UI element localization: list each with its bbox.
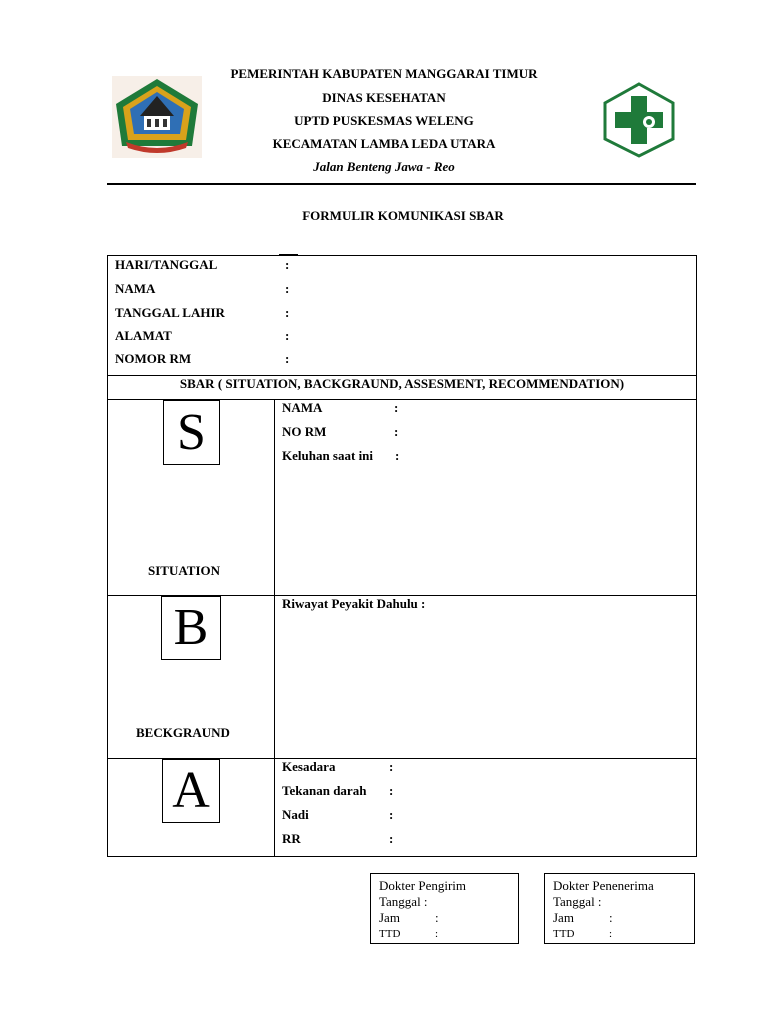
receiver-sign-row (553, 926, 686, 942)
receiver-sign-label: TTD (553, 928, 575, 940)
sender-sign-label: TTD (379, 928, 401, 940)
sender-doctor-box (370, 873, 519, 944)
header-puskesmas: UPTD PUSKESMAS WELENG (294, 113, 474, 128)
sender-time-label: Jam (379, 910, 400, 925)
header-address: Jalan Benteng Jawa - Reo (313, 159, 455, 174)
sbar-heading: SBAR ( SITUATION, BACKGRAUND, ASSESMENT, RECOMMENDATION) (179, 376, 625, 391)
situation-letter: S (163, 400, 220, 465)
assessment-right-cell (274, 758, 697, 857)
receiver-time-sep: : (609, 910, 613, 925)
tanggal-lahir-sep: : (285, 305, 290, 320)
tekanan-darah-label: Tekanan darah (282, 783, 367, 798)
s-no-rm-sep: : (394, 424, 399, 439)
s-keluhan-label: Keluhan saat ini (282, 448, 374, 463)
rr-sep: : (389, 831, 394, 846)
sender-date: Tanggal : (379, 894, 428, 909)
nadi-sep: : (389, 807, 394, 822)
s-nama-sep: : (394, 400, 399, 415)
alamat-sep: : (285, 328, 290, 343)
header-department: DINAS KESEHATAN (322, 90, 446, 105)
patient-info-accent (279, 254, 298, 256)
kesadaran-sep: : (389, 759, 394, 774)
receiver-sign-sep: : (609, 928, 613, 940)
alamat-label: ALAMAT (115, 328, 172, 343)
sender-title: Dokter Pengirim (379, 878, 467, 893)
nomor-rm-label: NOMOR RM (115, 351, 192, 366)
header-district: KECAMATAN LAMBA LEDA UTARA (272, 136, 496, 151)
background-caption: BECKGRAUND (136, 725, 230, 740)
receiver-date: Tanggal : (553, 894, 602, 909)
header-government: PEMERINTAH KABUPATEN MANGGARAI TIMUR (230, 66, 538, 81)
tanggal-lahir-label: TANGGAL LAHIR (115, 305, 225, 320)
receiver-time-row (553, 910, 686, 926)
nadi-label: Nadi (282, 807, 309, 822)
hari-tanggal-label: HARI/TANGGAL (115, 257, 218, 272)
s-keluhan-sep: : (395, 448, 400, 463)
sender-sign-sep: : (435, 928, 439, 940)
hari-tanggal-sep: : (285, 257, 290, 272)
receiver-title: Dokter Penenerima (553, 878, 654, 893)
s-no-rm-label: NO RM (282, 424, 327, 439)
assessment-letter: A (162, 759, 220, 823)
situation-right-cell (274, 399, 697, 596)
sender-time-row (379, 910, 510, 926)
nama-sep: : (285, 281, 290, 296)
riwayat-penyakit-label: Riwayat Peyakit Dahulu : (282, 596, 426, 611)
receiver-doctor-box (544, 873, 695, 944)
background-right-cell (274, 595, 697, 759)
tekanan-darah-sep: : (389, 783, 394, 798)
sender-sign-row (379, 926, 510, 942)
nama-label: NAMA (115, 281, 156, 296)
sender-time-sep: : (435, 910, 439, 925)
kesadaran-label: Kesadara (282, 759, 336, 774)
nomor-rm-sep: : (285, 351, 290, 366)
background-letter: B (161, 596, 221, 660)
form-title: FORMULIR KOMUNIKASI SBAR (302, 208, 504, 223)
rr-label: RR (282, 831, 301, 846)
header-divider (107, 183, 696, 185)
receiver-time-label: Jam (553, 910, 574, 925)
situation-caption: SITUATION (148, 563, 221, 578)
s-nama-label: NAMA (282, 400, 323, 415)
